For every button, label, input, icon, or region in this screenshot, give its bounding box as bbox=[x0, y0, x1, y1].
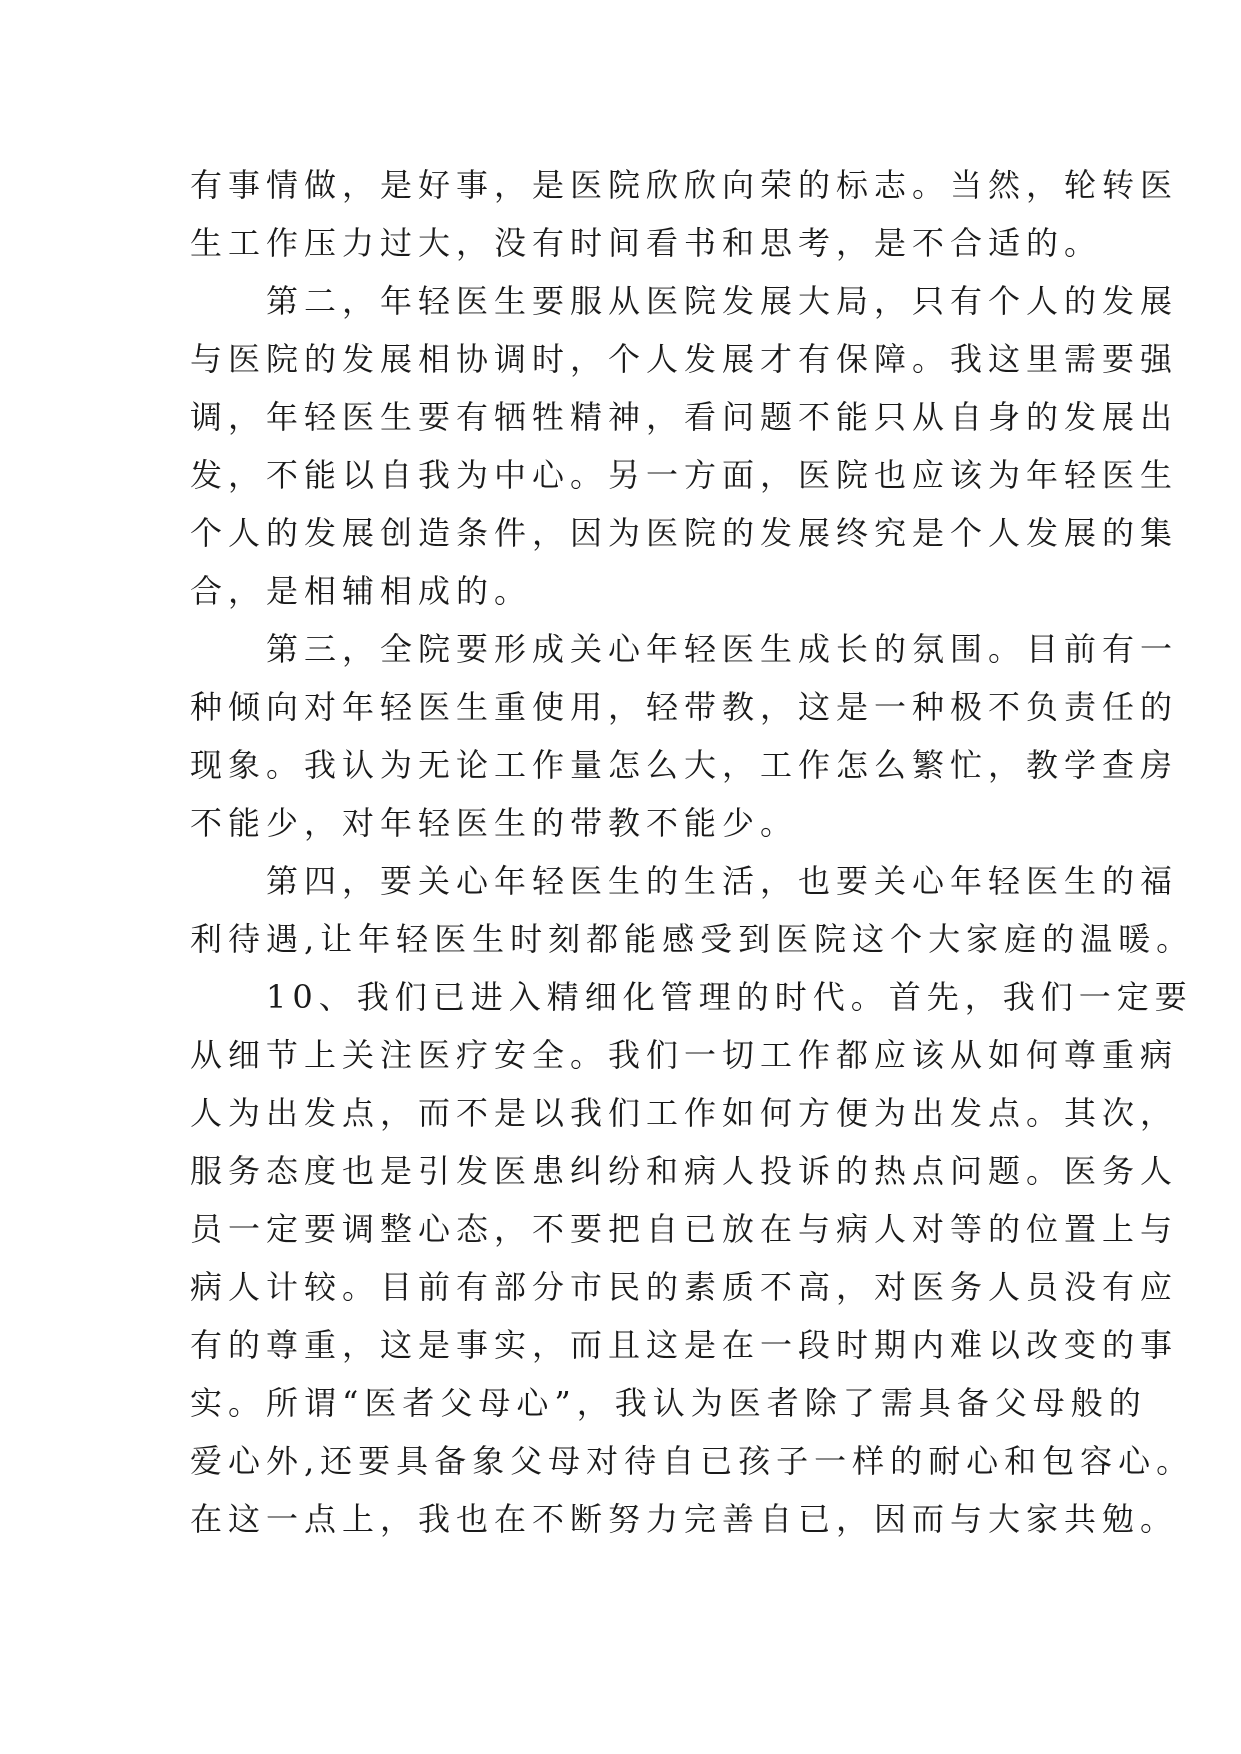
text-line: 现象。我认为无论工作量怎么大，工作怎么繁忙，教学查房 bbox=[190, 746, 1179, 784]
text-line: 实。所谓“医者父母心”，我认为医者除了需具备父母般的 bbox=[190, 1384, 1147, 1422]
text-line: 调，年轻医生要有牺牲精神，看问题不能只从自身的发展出 bbox=[190, 398, 1179, 436]
text-line: 利待遇,让年轻医生时刻都能感受到医院这个大家庭的温暖。 bbox=[190, 920, 1195, 958]
text-line: 合，是相辅相成的。 bbox=[190, 572, 533, 610]
text-line: 爱心外,还要具备象父母对待自已孩子一样的耐心和包容心。 bbox=[190, 1442, 1195, 1480]
text-line: 有的尊重，这是事实，而且这是在一段时期内难以改变的事 bbox=[190, 1326, 1179, 1364]
text-line: 与医院的发展相协调时，个人发展才有保障。我这里需要强 bbox=[190, 340, 1179, 378]
text-line: 第四，要关心年轻医生的生活，也要关心年轻医生的福 bbox=[190, 862, 1179, 900]
text-line: 10、我们已进入精细化管理的时代。首先，我们一定要 bbox=[190, 978, 1193, 1016]
text-line: 员一定要调整心态，不要把自已放在与病人对等的位置上与 bbox=[190, 1210, 1179, 1248]
text-line: 发，不能以自我为中心。另一方面，医院也应该为年轻医生 bbox=[190, 456, 1179, 494]
text-line: 服务态度也是引发医患纠纷和病人投诉的热点问题。医务人 bbox=[190, 1152, 1179, 1190]
text-line: 人为出发点，而不是以我们工作如何方便为出发点。其次， bbox=[190, 1094, 1179, 1132]
text-line: 从细节上关注医疗安全。我们一切工作都应该从如何尊重病 bbox=[190, 1036, 1179, 1074]
text-line: 病人计较。目前有部分市民的素质不高，对医务人员没有应 bbox=[190, 1268, 1179, 1306]
text-line: 第三，全院要形成关心年轻医生成长的氛围。目前有一 bbox=[190, 630, 1179, 668]
text-line: 有事情做，是好事，是医院欣欣向荣的标志。当然，轮转医 bbox=[190, 166, 1179, 204]
text-line: 在这一点上，我也在不断努力完善自已，因而与大家共勉。 bbox=[190, 1500, 1179, 1538]
text-line: 生工作压力过大，没有时间看书和思考，是不合适的。 bbox=[190, 224, 1103, 262]
text-line: 不能少，对年轻医生的带教不能少。 bbox=[190, 804, 799, 842]
text-line: 个人的发展创造条件，因为医院的发展终究是个人发展的集 bbox=[190, 514, 1179, 552]
text-line: 第二，年轻医生要服从医院发展大局，只有个人的发展 bbox=[190, 282, 1179, 320]
text-line: 种倾向对年轻医生重使用，轻带教，这是一种极不负责任的 bbox=[190, 688, 1179, 726]
